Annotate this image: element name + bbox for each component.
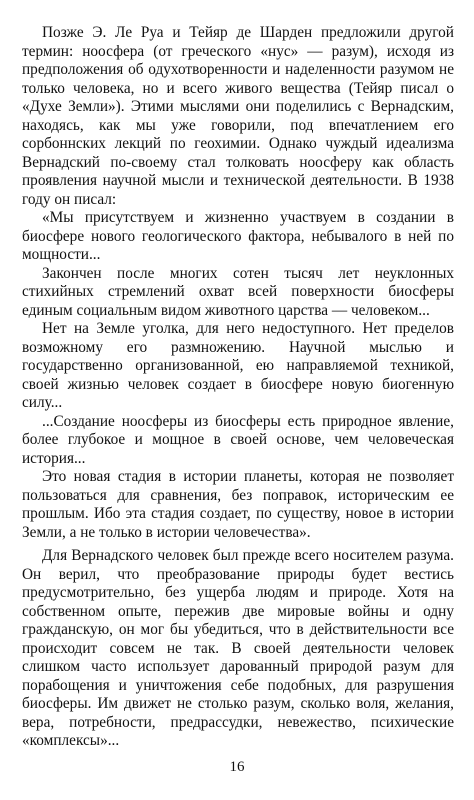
paragraph-quote-opening: «Мы присутствуем и жизненно участвуем в создании в биосфере нового геологического фактора, небывалого в ней по мощности... xyxy=(22,209,454,263)
page-body xyxy=(22,24,454,751)
paragraph-vernadsky-reason: Для Вернадского человек был прежде всего носителем разума. Он верил, что преобразование природы будет вестись предусмотрительно, без ущерба людям и природе. Хотя на собственном опыте, пережив две мировые войны и одну гражданскую, он мог бы убедиться, что в действительности все происходит совсем не так. В своей деятельности человек слишком часто использует дарованный природой разум для порабощения и уничтожения себе подобных, для разрушения биосферы. Им движет не столько разум, сколько воля, желания, вера, потребности, предрассудки, невежество, психические «комплексы»... xyxy=(22,547,454,749)
page-number: 16 xyxy=(229,759,245,775)
paragraph-quote-creation: ...Создание ноосферы из биосферы есть природное явление, более глубокое и мощное в своей основе, чем человеческая история... xyxy=(22,412,454,467)
paragraph-quote-humanity: Закончен после многих сотен тысяч лет неуклонных стихийных стремлений охват всей поверхности биосферы единым социальным видом животного царства — человеком... xyxy=(22,264,454,319)
paragraph-noosphere-term: Позже Э. Ле Руа и Тейяр де Шарден предложили другой термин: ноосфера (от греческого «нус» — разум), исходя из предположения об одухотворенности и наделенности разумом не только человека, но и всего живого вещества (Тейяр писал о «Духе Земли»). Этими мыслями они поделились с Вернадским, находясь, как мы уже говорили, под впечатлением его сорбоннских лекций по геохимии. Однако чуждый идеализма Вернадский по-своему стал толковать ноосферу как область проявления научной мысли и технической деятельности. В 1938 году он писал: xyxy=(22,24,454,208)
paragraph-quote-new-stage: Это новая стадия в истории планеты, которая не позволяет пользоваться для сравнения, без поправок, историческим ее прошлым. Ибо эта стадия создает, по существу, новое в истории Земли, а не только в истории человечества». xyxy=(22,468,454,541)
paragraph-quote-no-corner: Нет на Земле уголка, для него недоступного. Нет пределов возможному его размножению. Научной мыслью и государственно организованной, ею направляемой техникой, своей жизнью человек создает в биосфере новую биогенную силу... xyxy=(22,320,454,411)
